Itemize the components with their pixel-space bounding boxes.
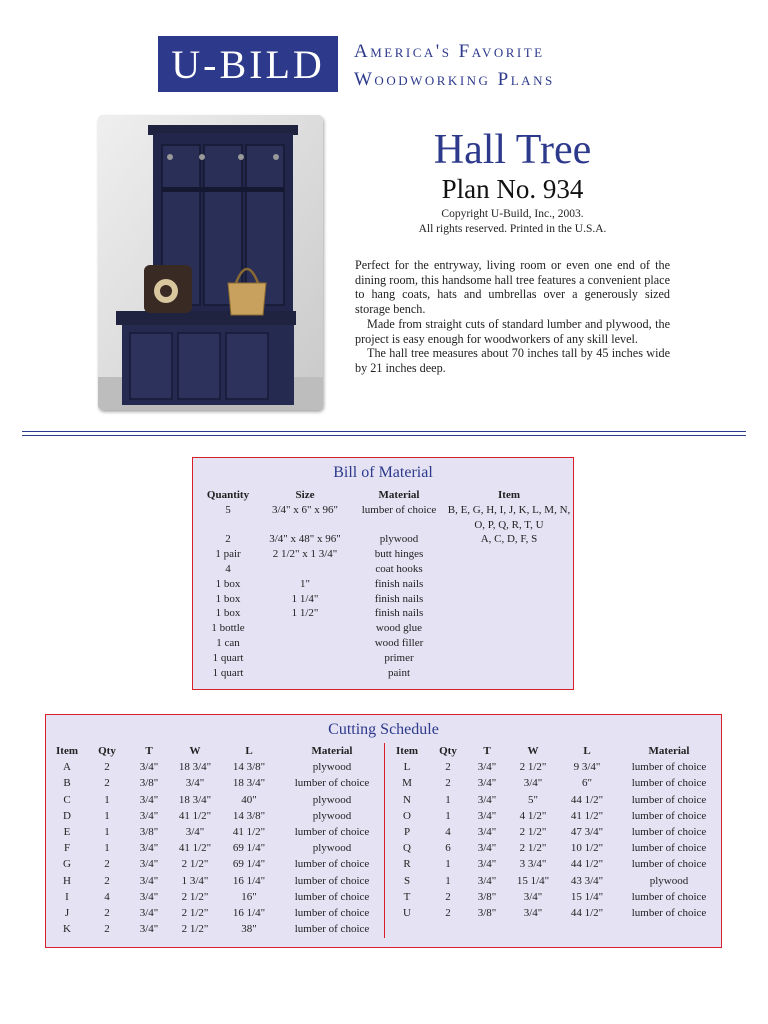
table-cell: 3/4" bbox=[139, 793, 159, 806]
column-header: L bbox=[583, 745, 591, 757]
table-header-row bbox=[46, 743, 384, 759]
table-cell: finish nails bbox=[374, 607, 424, 620]
hall-tree-illustration bbox=[98, 115, 323, 410]
table-cell: 1 box bbox=[215, 607, 241, 620]
table-cell: butt hinges bbox=[374, 548, 424, 561]
table-cell: lumber of choice bbox=[631, 809, 707, 822]
table-row bbox=[46, 759, 384, 775]
table-cell: 1 bbox=[104, 793, 110, 806]
cutting-schedule-box bbox=[45, 714, 722, 948]
table-cell: 3/4" bbox=[139, 842, 159, 855]
table-cell bbox=[257, 636, 353, 651]
table-cell: 2 1/2" bbox=[519, 761, 547, 774]
table-cell: H bbox=[63, 874, 71, 887]
description-paragraph: The hall tree measures about 70 inches tall by 45 inches wide by 21 inches deep. bbox=[355, 346, 670, 375]
table-cell: lumber of choice bbox=[294, 907, 370, 920]
table-cell: 3/8" bbox=[477, 907, 497, 920]
table-cell: coat hooks bbox=[375, 562, 423, 575]
table-cell: 44 1/2" bbox=[570, 858, 604, 871]
table-cell: finish nails bbox=[374, 577, 424, 590]
table-cell: 1 bbox=[104, 842, 110, 855]
table-cell: 9 3/4" bbox=[573, 761, 601, 774]
table-cell: 3/4" bbox=[477, 858, 497, 871]
table-cell bbox=[445, 636, 573, 651]
table-cell: lumber of choice bbox=[631, 858, 707, 871]
table-cell: A bbox=[63, 761, 71, 774]
table-cell: 4 bbox=[445, 826, 451, 839]
table-cell: 3/8" bbox=[139, 826, 159, 839]
page-title: Hall Tree bbox=[433, 127, 592, 173]
table-cell: finish nails bbox=[374, 592, 424, 605]
column-header: L bbox=[245, 745, 253, 757]
table-cell bbox=[257, 666, 353, 681]
table-cell: E bbox=[63, 826, 71, 839]
table-cell bbox=[445, 562, 573, 577]
table-cell: D bbox=[63, 809, 71, 822]
table-cell: 3/4" bbox=[477, 842, 497, 855]
table-row bbox=[199, 666, 573, 681]
table-cell: 2 1/2" bbox=[519, 842, 547, 855]
table-row bbox=[199, 621, 573, 636]
table-cell: 3/4" x 6" x 96" bbox=[271, 503, 339, 516]
column-header: Item bbox=[56, 745, 78, 757]
table-cell: wood glue bbox=[375, 622, 423, 635]
table-cell: plywood bbox=[379, 533, 419, 546]
table-cell: 3/4" bbox=[139, 907, 159, 920]
table-cell: U bbox=[403, 907, 411, 920]
table-row bbox=[199, 577, 573, 592]
table-cell bbox=[445, 547, 573, 562]
cutting-schedule-table-left bbox=[46, 743, 384, 937]
divider-line bbox=[22, 431, 746, 432]
copyright-notice bbox=[355, 207, 670, 237]
table-cell: 1 pair bbox=[215, 548, 241, 561]
table-cell: 4 bbox=[225, 562, 231, 575]
table-cell: 43 3/4" bbox=[570, 874, 604, 887]
table-cell: 2 1/2" bbox=[519, 826, 547, 839]
table-row bbox=[46, 840, 384, 856]
table-cell: lumber of choice bbox=[294, 777, 370, 790]
table-cell: plywood bbox=[312, 842, 352, 855]
table-cell: 10 1/2" bbox=[570, 842, 604, 855]
table-cell: 15 1/4" bbox=[516, 874, 550, 887]
table-row bbox=[199, 547, 573, 562]
description-paragraph: Perfect for the entryway, living room or even one end of the dining room, this handsome hall tree features a convenient place to hang coats, hats and umbrellas over a generously sized storage bench. bbox=[355, 258, 670, 317]
bill-of-material-title: Bill of Material bbox=[333, 464, 433, 481]
table-cell: paint bbox=[388, 666, 410, 679]
cutting-schedule-rows-right bbox=[385, 759, 723, 921]
column-header: T bbox=[483, 745, 491, 757]
table-cell: 14 3/8" bbox=[232, 761, 266, 774]
table-cell bbox=[257, 651, 353, 666]
table-cell: 3/8" bbox=[139, 777, 159, 790]
table-cell: L bbox=[403, 761, 411, 774]
table-cell: 41 1/2" bbox=[232, 826, 266, 839]
table-cell: 2 bbox=[445, 777, 451, 790]
column-header: T bbox=[145, 745, 153, 757]
table-cell: lumber of choice bbox=[631, 777, 707, 790]
table-cell: primer bbox=[384, 651, 414, 664]
table-row bbox=[385, 905, 723, 921]
table-cell: 1 1/4" bbox=[291, 592, 319, 605]
table-cell: 2 1/2" bbox=[181, 858, 209, 871]
column-header: W bbox=[527, 745, 539, 757]
table-cell: M bbox=[402, 777, 412, 790]
table-cell: 1 box bbox=[215, 592, 241, 605]
cutting-schedule-right-column bbox=[385, 743, 723, 938]
table-cell: T bbox=[403, 890, 411, 903]
column-header: Material bbox=[648, 745, 690, 757]
table-cell bbox=[257, 562, 353, 577]
column-header: Material bbox=[378, 489, 420, 501]
table-row bbox=[46, 873, 384, 889]
table-cell: 3/4" bbox=[139, 761, 159, 774]
table-row bbox=[46, 808, 384, 824]
copyright-line-1: Copyright U-Build, Inc., 2003. bbox=[441, 208, 584, 220]
table-row bbox=[385, 808, 723, 824]
table-cell: lumber of choice bbox=[361, 503, 437, 516]
table-cell: 1 quart bbox=[212, 651, 244, 664]
table-cell: 3/4" bbox=[477, 761, 497, 774]
table-cell: 2 1/2" bbox=[181, 890, 209, 903]
table-cell: lumber of choice bbox=[631, 761, 707, 774]
table-cell: 2 bbox=[104, 777, 110, 790]
table-cell: 18 3/4" bbox=[178, 793, 212, 806]
table-row bbox=[46, 905, 384, 921]
table-cell bbox=[445, 666, 573, 681]
table-cell bbox=[257, 621, 353, 636]
brand-tagline bbox=[354, 38, 555, 94]
table-cell: 1" bbox=[300, 577, 310, 590]
table-header-row bbox=[385, 743, 723, 759]
table-cell: Q bbox=[403, 842, 411, 855]
table-cell: 3/4" bbox=[523, 890, 543, 903]
table-cell: R bbox=[403, 858, 411, 871]
cutting-schedule-title: Cutting Schedule bbox=[328, 721, 439, 738]
table-row bbox=[46, 775, 384, 791]
table-cell: lumber of choice bbox=[631, 793, 707, 806]
table-cell: wood filler bbox=[374, 636, 424, 649]
table-cell: 3/4" bbox=[139, 874, 159, 887]
table-row bbox=[46, 792, 384, 808]
table-cell: 2 1/2" bbox=[181, 923, 209, 936]
table-cell: 2 bbox=[445, 907, 451, 920]
table-cell: C bbox=[63, 793, 71, 806]
table-cell: 1 box bbox=[215, 577, 241, 590]
table-cell: 5 bbox=[225, 503, 231, 516]
table-row bbox=[199, 562, 573, 577]
table-cell: 2 bbox=[445, 890, 451, 903]
table-cell: J bbox=[64, 907, 70, 920]
table-cell: lumber of choice bbox=[631, 907, 707, 920]
table-cell: 69 1/4" bbox=[232, 858, 266, 871]
column-header: Qty bbox=[98, 745, 116, 757]
column-header: Size bbox=[295, 489, 315, 501]
copyright-line-2: All rights reserved. Printed in the U.S.A. bbox=[418, 223, 607, 235]
table-cell bbox=[445, 621, 573, 636]
table-cell: lumber of choice bbox=[631, 826, 707, 839]
table-cell: 44 1/2" bbox=[570, 793, 604, 806]
table-cell: 2 1/2" bbox=[181, 907, 209, 920]
plan-number: Plan No. 934 bbox=[441, 174, 584, 204]
table-cell: 1 bbox=[445, 874, 451, 887]
table-cell: 2 bbox=[104, 874, 110, 887]
table-cell: 1 bbox=[445, 793, 451, 806]
table-cell bbox=[445, 606, 573, 621]
table-cell: 1 bbox=[104, 826, 110, 839]
table-row bbox=[46, 921, 384, 937]
cutting-schedule-rows-left bbox=[46, 759, 384, 937]
table-header-row bbox=[199, 485, 573, 503]
table-cell: 3/4" bbox=[477, 826, 497, 839]
table-cell: 2 bbox=[104, 761, 110, 774]
table-cell: 3/8" bbox=[477, 890, 497, 903]
table-cell: S bbox=[403, 874, 411, 887]
table-cell: 1 3/4" bbox=[181, 874, 209, 887]
table-cell: 2 bbox=[104, 858, 110, 871]
table-cell: lumber of choice bbox=[294, 923, 370, 936]
table-cell: 6 bbox=[445, 842, 451, 855]
brand-logo bbox=[158, 36, 338, 92]
table-row bbox=[46, 856, 384, 872]
table-cell: lumber of choice bbox=[631, 842, 707, 855]
table-cell: lumber of choice bbox=[294, 826, 370, 839]
table-row bbox=[385, 775, 723, 791]
table-cell: 2 bbox=[225, 533, 231, 546]
table-row bbox=[199, 636, 573, 651]
table-cell: 3/4" bbox=[477, 777, 497, 790]
table-cell: P bbox=[403, 826, 411, 839]
table-cell: lumber of choice bbox=[631, 890, 707, 903]
description-paragraph: Made from straight cuts of standard lumber and plywood, the project is easy enough for woodworkers of any skill level. bbox=[355, 316, 670, 346]
table-cell: 2 bbox=[104, 923, 110, 936]
column-header: Item bbox=[396, 745, 418, 757]
table-row bbox=[385, 824, 723, 840]
table-cell: 3/4" bbox=[139, 858, 159, 871]
cutting-schedule-left-column bbox=[46, 743, 385, 938]
table-cell: lumber of choice bbox=[294, 890, 370, 903]
table-cell: 15 1/4" bbox=[570, 890, 604, 903]
table-cell: plywood bbox=[312, 793, 352, 806]
brand-logo-text: U-BILD bbox=[171, 41, 325, 87]
table-row bbox=[46, 824, 384, 840]
table-cell: 1 bbox=[445, 858, 451, 871]
table-cell: B bbox=[63, 777, 71, 790]
table-cell: 3/4" bbox=[139, 809, 159, 822]
table-cell: 3/4" bbox=[523, 777, 543, 790]
product-photo bbox=[98, 115, 323, 410]
column-header: Qty bbox=[439, 745, 457, 757]
table-row bbox=[385, 889, 723, 905]
table-row bbox=[46, 889, 384, 905]
table-cell: B, E, G, H, I, J, K, L, M, N, O, P, Q, R, T, U bbox=[447, 503, 571, 531]
table-cell: I bbox=[65, 890, 69, 903]
column-header: Quantity bbox=[206, 489, 250, 501]
table-cell: 44 1/2" bbox=[570, 907, 604, 920]
table-cell: 3/4" bbox=[523, 907, 543, 920]
table-row bbox=[199, 503, 573, 533]
table-cell: 1 can bbox=[216, 636, 240, 649]
table-cell: 3 3/4" bbox=[519, 858, 547, 871]
table-row bbox=[199, 532, 573, 547]
divider-line bbox=[22, 435, 746, 436]
table-cell: plywood bbox=[312, 809, 352, 822]
table-row bbox=[199, 592, 573, 607]
table-row bbox=[385, 792, 723, 808]
table-cell: 3/4" bbox=[477, 874, 497, 887]
table-cell: F bbox=[63, 842, 71, 855]
table-row bbox=[199, 606, 573, 621]
table-cell: 1 1/2" bbox=[291, 607, 319, 620]
table-cell bbox=[445, 592, 573, 607]
table-cell: 69 1/4" bbox=[232, 842, 266, 855]
table-cell: lumber of choice bbox=[294, 858, 370, 871]
tagline-line-2: Woodworking Plans bbox=[354, 69, 555, 90]
table-cell: 2 bbox=[445, 761, 451, 774]
table-cell bbox=[445, 651, 573, 666]
table-row bbox=[385, 873, 723, 889]
bill-of-material-table bbox=[199, 485, 573, 680]
table-cell: A, C, D, F, S bbox=[480, 533, 538, 546]
table-cell: 2 1/2" x 1 3/4" bbox=[272, 548, 338, 561]
table-cell: 18 3/4" bbox=[232, 777, 266, 790]
table-cell: 47 3/4" bbox=[570, 826, 604, 839]
table-cell: 3/4" bbox=[185, 777, 205, 790]
table-row bbox=[385, 840, 723, 856]
table-cell: 3/4" bbox=[139, 923, 159, 936]
table-cell: 16" bbox=[241, 890, 257, 903]
bill-of-material-box bbox=[192, 457, 574, 690]
table-cell: K bbox=[63, 923, 71, 936]
table-cell: 41 1/2" bbox=[570, 809, 604, 822]
table-cell: 1 bbox=[445, 809, 451, 822]
table-cell: 16 1/4" bbox=[232, 874, 266, 887]
table-cell: lumber of choice bbox=[294, 874, 370, 887]
table-row bbox=[385, 759, 723, 775]
table-row bbox=[199, 651, 573, 666]
bill-of-material-rows bbox=[199, 503, 573, 681]
table-cell: 3/4" bbox=[477, 793, 497, 806]
table-cell: 1 bottle bbox=[211, 622, 245, 635]
table-cell: 3/4" bbox=[185, 826, 205, 839]
table-cell: 3/4" bbox=[477, 809, 497, 822]
table-cell: 41 1/2" bbox=[178, 809, 212, 822]
table-cell: 3/4" bbox=[139, 890, 159, 903]
table-cell bbox=[445, 577, 573, 592]
table-cell: 41 1/2" bbox=[178, 842, 212, 855]
cutting-schedule-table-right bbox=[385, 743, 723, 921]
table-row bbox=[385, 856, 723, 872]
table-cell: 1 bbox=[104, 809, 110, 822]
table-cell: G bbox=[63, 858, 71, 871]
table-cell: 4 bbox=[104, 890, 110, 903]
table-cell: 14 3/8" bbox=[232, 809, 266, 822]
table-cell: 40" bbox=[241, 793, 257, 806]
table-cell: 16 1/4" bbox=[232, 907, 266, 920]
project-description bbox=[355, 258, 670, 376]
table-cell: N bbox=[403, 793, 411, 806]
column-header: Item bbox=[498, 489, 520, 501]
table-cell: 3/4" x 48" x 96" bbox=[269, 533, 341, 546]
table-cell: 6" bbox=[582, 777, 592, 790]
table-cell: 18 3/4" bbox=[178, 761, 212, 774]
column-header: W bbox=[189, 745, 201, 757]
table-cell: 5" bbox=[528, 793, 538, 806]
table-cell: O bbox=[403, 809, 411, 822]
table-cell: 2 bbox=[104, 907, 110, 920]
column-header: Material bbox=[311, 745, 353, 757]
table-cell: plywood bbox=[649, 874, 689, 887]
table-cell: 1 quart bbox=[212, 666, 244, 679]
table-cell: 38" bbox=[241, 923, 257, 936]
table-cell: 4 1/2" bbox=[519, 809, 547, 822]
tagline-line-1: America's Favorite bbox=[354, 41, 545, 62]
table-cell: plywood bbox=[312, 761, 352, 774]
